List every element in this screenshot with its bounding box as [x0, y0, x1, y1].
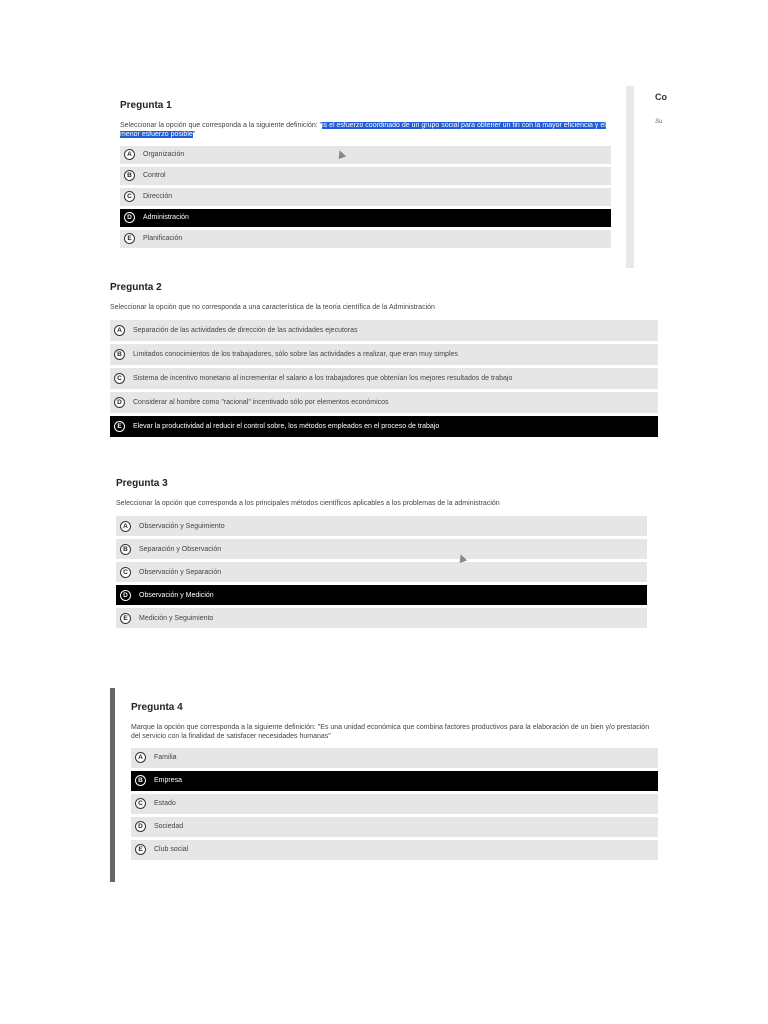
- question-4-option-a[interactable]: [131, 748, 658, 768]
- side-panel-title: Co: [655, 92, 667, 102]
- question-2: [110, 282, 658, 440]
- question-1-highlighted-text: is el esfuerzo coordinado de un grupo social para obtener un fin con la mayor eficiencia y el menor esfuerzo posible: [120, 122, 606, 139]
- option-label: Organización: [143, 151, 185, 159]
- option-label: Club social: [154, 846, 189, 854]
- question-1: [120, 100, 611, 251]
- option-letter-e-icon: E: [114, 421, 125, 432]
- option-label: Medición y Seguimiento: [139, 614, 214, 622]
- question-1-option-c[interactable]: [120, 188, 611, 206]
- option-label: Empresa: [154, 777, 183, 785]
- option-label: Sistema de incentivo monetario al incrementar el salario a los trabajadores que obtenían los mejores resultados de trabajo: [133, 375, 513, 383]
- option-label: Separación de las actividades de dirección de las actividades ejecutoras: [133, 327, 358, 335]
- question-4-option-c[interactable]: [131, 794, 658, 814]
- option-label: Separación y Observación: [139, 545, 222, 553]
- question-4-option-e[interactable]: [131, 840, 658, 860]
- option-label: Observación y Medición: [139, 591, 214, 599]
- question-2-title: Pregunta 2: [110, 282, 162, 293]
- question-4-left-bar: [110, 688, 115, 882]
- question-2-option-d[interactable]: [110, 392, 658, 413]
- option-letter-c-icon: C: [135, 798, 146, 809]
- option-label: Administración: [143, 214, 189, 222]
- option-label: Considerar al hombre como "racional" incentivado sólo por elementos económicos: [133, 399, 389, 407]
- option-letter-e-icon: E: [124, 233, 135, 244]
- option-letter-c-icon: C: [120, 567, 131, 578]
- question-3-option-d[interactable]: [116, 585, 647, 605]
- option-label: Observación y Seguimiento: [139, 522, 225, 530]
- option-label: Dirección: [143, 193, 173, 201]
- option-letter-a-icon: A: [120, 521, 131, 532]
- option-letter-a-icon: A: [124, 149, 135, 160]
- option-letter-d-icon: D: [124, 212, 135, 223]
- question-1-text-after: ": [192, 131, 196, 139]
- question-2-option-e[interactable]: [110, 416, 658, 437]
- question-4-option-b[interactable]: [131, 771, 658, 791]
- option-label: Planificación: [143, 235, 183, 243]
- question-3-option-e[interactable]: [116, 608, 647, 628]
- option-label: Estado: [154, 800, 176, 808]
- option-label: Sociedad: [154, 823, 184, 831]
- option-letter-e-icon: E: [135, 844, 146, 855]
- option-letter-e-icon: E: [120, 613, 131, 624]
- question-1-title: Pregunta 1: [120, 100, 172, 111]
- option-letter-b-icon: B: [114, 349, 125, 360]
- question-1-option-d[interactable]: [120, 209, 611, 227]
- question-1-option-a[interactable]: [120, 146, 611, 164]
- question-3-text: Seleccionar la opción que corresponda a los principales métodos científicos aplicables a los problemas de la administración: [116, 500, 500, 507]
- side-panel: [626, 86, 768, 268]
- question-4-title: Pregunta 4: [131, 702, 183, 713]
- question-3-option-c[interactable]: [116, 562, 647, 582]
- option-letter-b-icon: B: [120, 544, 131, 555]
- option-letter-c-icon: C: [124, 191, 135, 202]
- option-letter-d-icon: D: [120, 590, 131, 601]
- question-3: [116, 478, 647, 631]
- question-1-option-b[interactable]: [120, 167, 611, 185]
- question-1-text-before: Seleccionar la opción que corresponda a la siguiente definición: ": [120, 122, 323, 129]
- option-letter-d-icon: D: [135, 821, 146, 832]
- question-4-option-d[interactable]: [131, 817, 658, 837]
- option-letter-c-icon: C: [114, 373, 125, 384]
- question-3-option-b[interactable]: [116, 539, 647, 559]
- question-3-title: Pregunta 3: [116, 478, 168, 489]
- option-letter-a-icon: A: [135, 752, 146, 763]
- question-4: [131, 702, 658, 863]
- option-label: Familia: [154, 754, 177, 762]
- option-label: Elevar la productividad al reducir el control sobre, los métodos empleados en el proceso de trabajo: [133, 423, 440, 431]
- option-letter-b-icon: B: [135, 775, 146, 786]
- question-1-option-e[interactable]: [120, 230, 611, 248]
- question-2-option-b[interactable]: [110, 344, 658, 365]
- side-panel-subtitle: Su: [655, 119, 663, 125]
- option-letter-d-icon: D: [114, 397, 125, 408]
- option-label: Control: [143, 172, 166, 180]
- option-letter-b-icon: B: [124, 170, 135, 181]
- question-2-option-a[interactable]: [110, 320, 658, 341]
- option-label: Observación y Separación: [139, 568, 222, 576]
- question-2-option-c[interactable]: [110, 368, 658, 389]
- question-2-text: Seleccionar la opción que no corresponda a una característica de la teoría científica de la Administración: [110, 304, 435, 311]
- question-4-text: Marque la opción que corresponda a la siguiente definición: "Es una unidad económica que combina factores productivos para la elaboración de un bien y/o prestación del servicio con la finalidad de satisfacer necesidades humanas": [131, 724, 650, 741]
- option-label: Limitados conocimientos de los trabajadores, sólo sobre las actividades a realizar, que eran muy simples: [133, 351, 458, 359]
- question-1-text: [120, 121, 611, 140]
- option-letter-a-icon: A: [114, 325, 125, 336]
- question-3-option-a[interactable]: [116, 516, 647, 536]
